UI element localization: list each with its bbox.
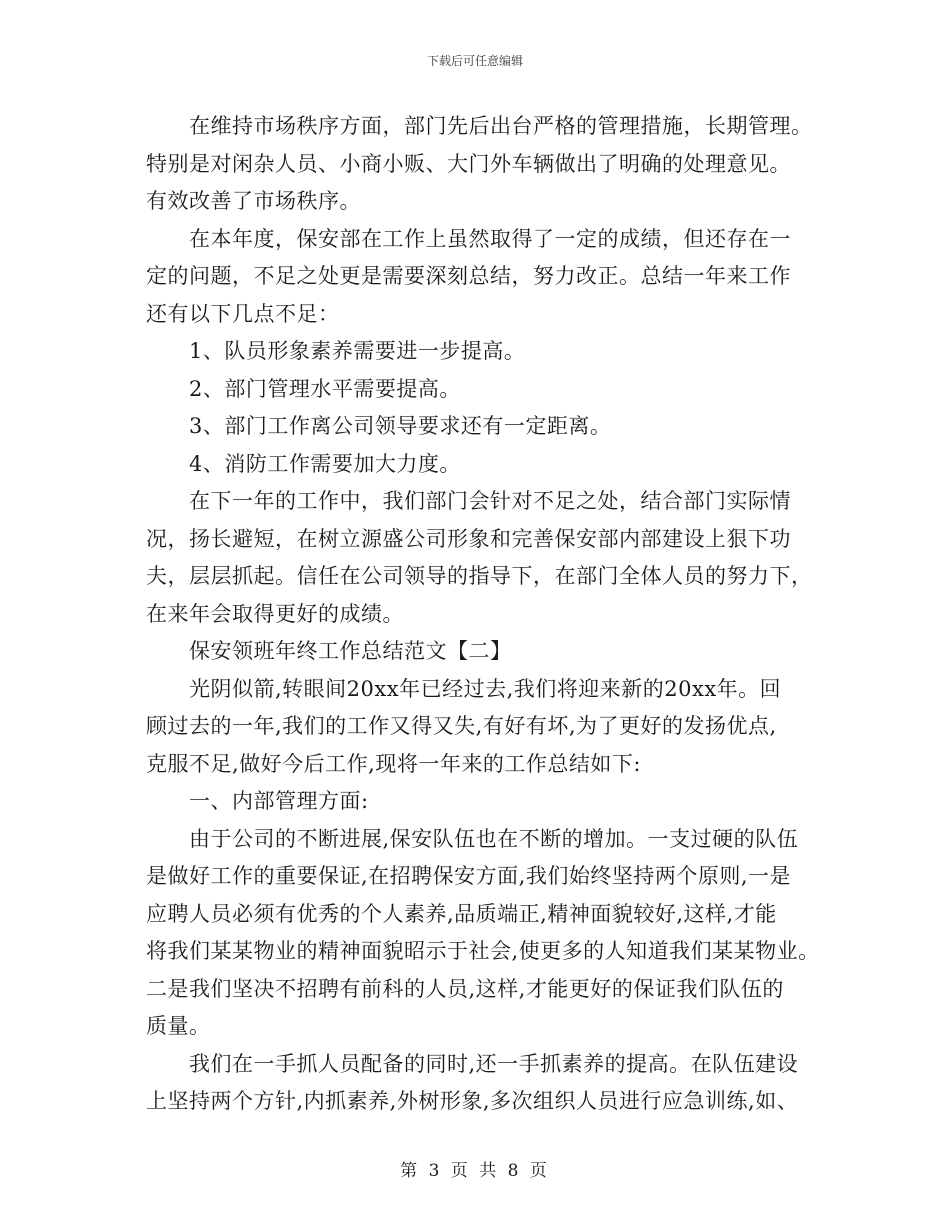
text-line: 二是我们坚决不招聘有前科的人员,这样,才能更好的保证我们队伍的 — [146, 976, 784, 1001]
text-line: 在维持市场秩序方面，部门先后出台严格的管理措施，长期管理。 — [189, 114, 813, 138]
text-line: 由于公司的不断进展,保安队伍也在不断的增加。一支过硬的队伍 — [189, 826, 799, 851]
text-line: 4、消防工作需要加大力度。 — [189, 451, 461, 476]
text-line: 定的问题，不足之处更是需要深刻总结，努力改正。总结一年来工作 — [146, 264, 791, 288]
text-line: 在本年度，保安部在工作上虽然取得了一定的成绩，但还存在一 — [189, 226, 791, 251]
text-line: 3、部门工作离公司领导要求还有一定距离。 — [189, 414, 612, 438]
page-number: 第 3 页 共 8 页 — [400, 1161, 550, 1181]
text-line: 上坚持两个方针,内抓素养,外树形象,多次组织人员进行应急训练,如、 — [146, 1089, 799, 1113]
text-line: 1、队员形象素养需要进一步提高。 — [189, 339, 526, 363]
text-line: 质量。 — [146, 1014, 211, 1038]
text-line: 是做好工作的重要保证,在招聘保安方面,我们始终坚持两个原则,一是 — [146, 864, 792, 888]
text-line: 特别是对闲杂人员、小商小贩、大门外车辆做出了明确的处理意见。 — [146, 151, 791, 176]
document-body — [146, 108, 820, 1121]
text-line: 况，扬长避短，在树立源盛公司形象和完善保安部内部建设上狠下功 — [146, 526, 791, 551]
text-line: 在来年会取得更好的成绩。 — [146, 601, 404, 626]
text-line: 应聘人员必须有优秀的个人素养,品质端正,精神面貌较好,这样,才能 — [146, 901, 777, 926]
text-line: 在下一年的工作中，我们部门会针对不足之处，结合部门实际情 — [189, 489, 791, 513]
page-header: 下载后可任意编辑 — [426, 54, 523, 68]
text-line: 将我们某某物业的精神面貌昭示于社会,使更多的人知道我们某某物业。 — [146, 939, 820, 963]
text-line: 还有以下几点不足： — [146, 301, 340, 326]
text-line: 夫，层层抓起。信任在公司领导的指导下，在部门全体人员的努力下， — [146, 564, 813, 588]
text-line: 保安领班年终工作总结范文【二】 — [189, 639, 512, 663]
text-line: 2、部门管理水平需要提高。 — [189, 376, 461, 401]
text-line: 光阴似箭,转眼间20xx年已经过去,我们将迎来新的20xx年。回 — [189, 676, 782, 701]
text-line: 一、内部管理方面: — [189, 789, 369, 813]
text-line: 顾过去的一年,我们的工作又得又失,有好有坏,为了更好的发扬优点, — [146, 714, 777, 738]
text-line: 我们在一手抓人员配备的同时,还一手抓素养的提高。在队伍建设 — [189, 1051, 799, 1076]
text-line: 有效改善了市场秩序。 — [146, 189, 361, 213]
text-line: 克服不足,做好今后工作,现将一年来的工作总结如下: — [146, 751, 641, 776]
